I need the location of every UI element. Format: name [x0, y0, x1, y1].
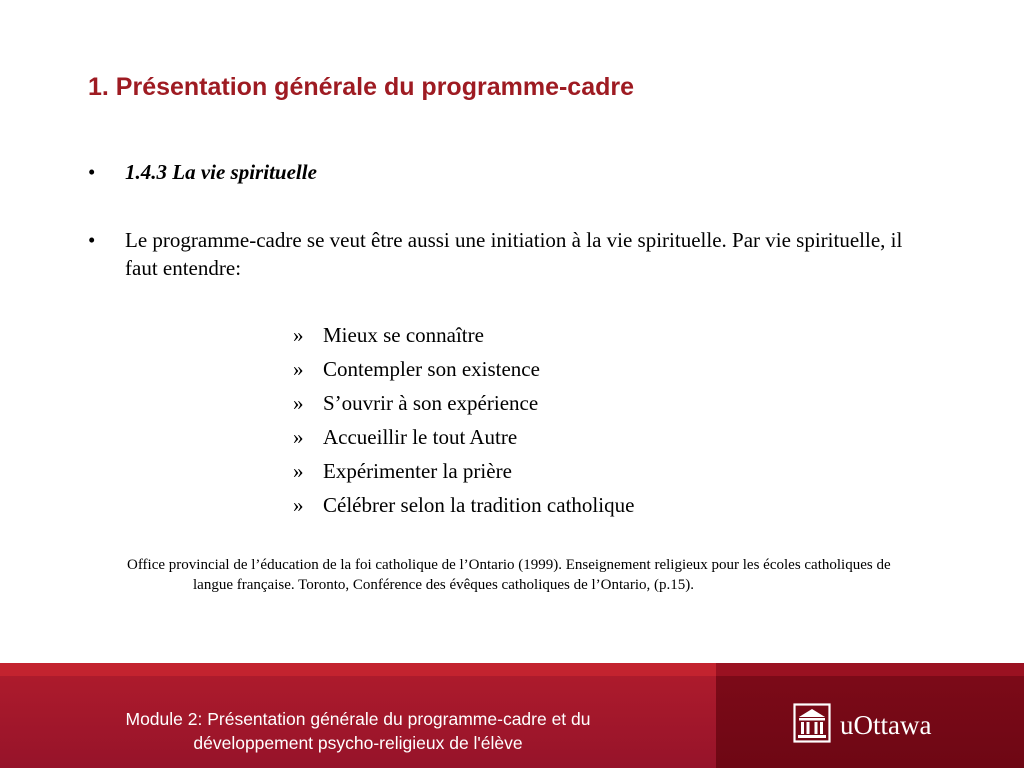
list-item-text: Mieux se connaître	[323, 323, 484, 347]
university-building-icon	[793, 703, 831, 743]
list-marker: »	[293, 323, 304, 347]
list-item	[293, 488, 893, 522]
list-item-text: Célébrer selon la tradition catholique	[323, 493, 635, 517]
footer-module-line: Module 2: Présentation générale du programme-cadre et du	[125, 709, 591, 729]
footer-module-title	[70, 707, 646, 755]
list-item-text: Accueillir le tout Autre	[323, 425, 518, 449]
intro-paragraph: Le programme-cadre se veut être aussi une initiation à la vie spirituelle. Par vie spirituelle, il faut entendre:	[125, 228, 903, 280]
list-item	[293, 318, 893, 352]
list-item-text: S’ouvrir à son expérience	[323, 391, 539, 415]
list-item-text: Contempler son existence	[323, 357, 540, 381]
list-item	[293, 386, 893, 420]
bullet-item-intro	[88, 226, 928, 282]
footer-module-line: développement psycho-religieux de l'élève	[193, 733, 523, 753]
citation-reference: Office provincial de l’éducation de la foi catholique de l’Ontario (1999). Enseignement religieux pour les écoles catholiques de langue française. Toronto, Conférence des évêques catholiques de l’Ontario, (p.15).	[127, 557, 891, 593]
list-item	[293, 454, 893, 488]
slide-footer	[0, 663, 1024, 768]
slide-title: 1. Présentation générale du programme-cadre	[88, 73, 635, 101]
section-heading: 1.4.3 La vie spirituelle	[125, 160, 317, 184]
bullet-marker: •	[88, 228, 96, 252]
list-marker: »	[293, 493, 304, 517]
bullet-item-section	[88, 158, 928, 186]
list-marker: »	[293, 357, 304, 381]
list-item-text: Expérimenter la prière	[323, 459, 512, 483]
uottawa-logo-text: uOttawa	[840, 710, 932, 740]
spiritual-life-list	[293, 318, 893, 522]
list-item	[293, 420, 893, 454]
list-marker: »	[293, 391, 304, 415]
list-marker: »	[293, 459, 304, 483]
footer-logo-panel	[716, 663, 1024, 768]
list-marker: »	[293, 425, 304, 449]
footer-module-panel	[0, 663, 716, 768]
list-item	[293, 352, 893, 386]
bullet-marker: •	[88, 160, 96, 184]
